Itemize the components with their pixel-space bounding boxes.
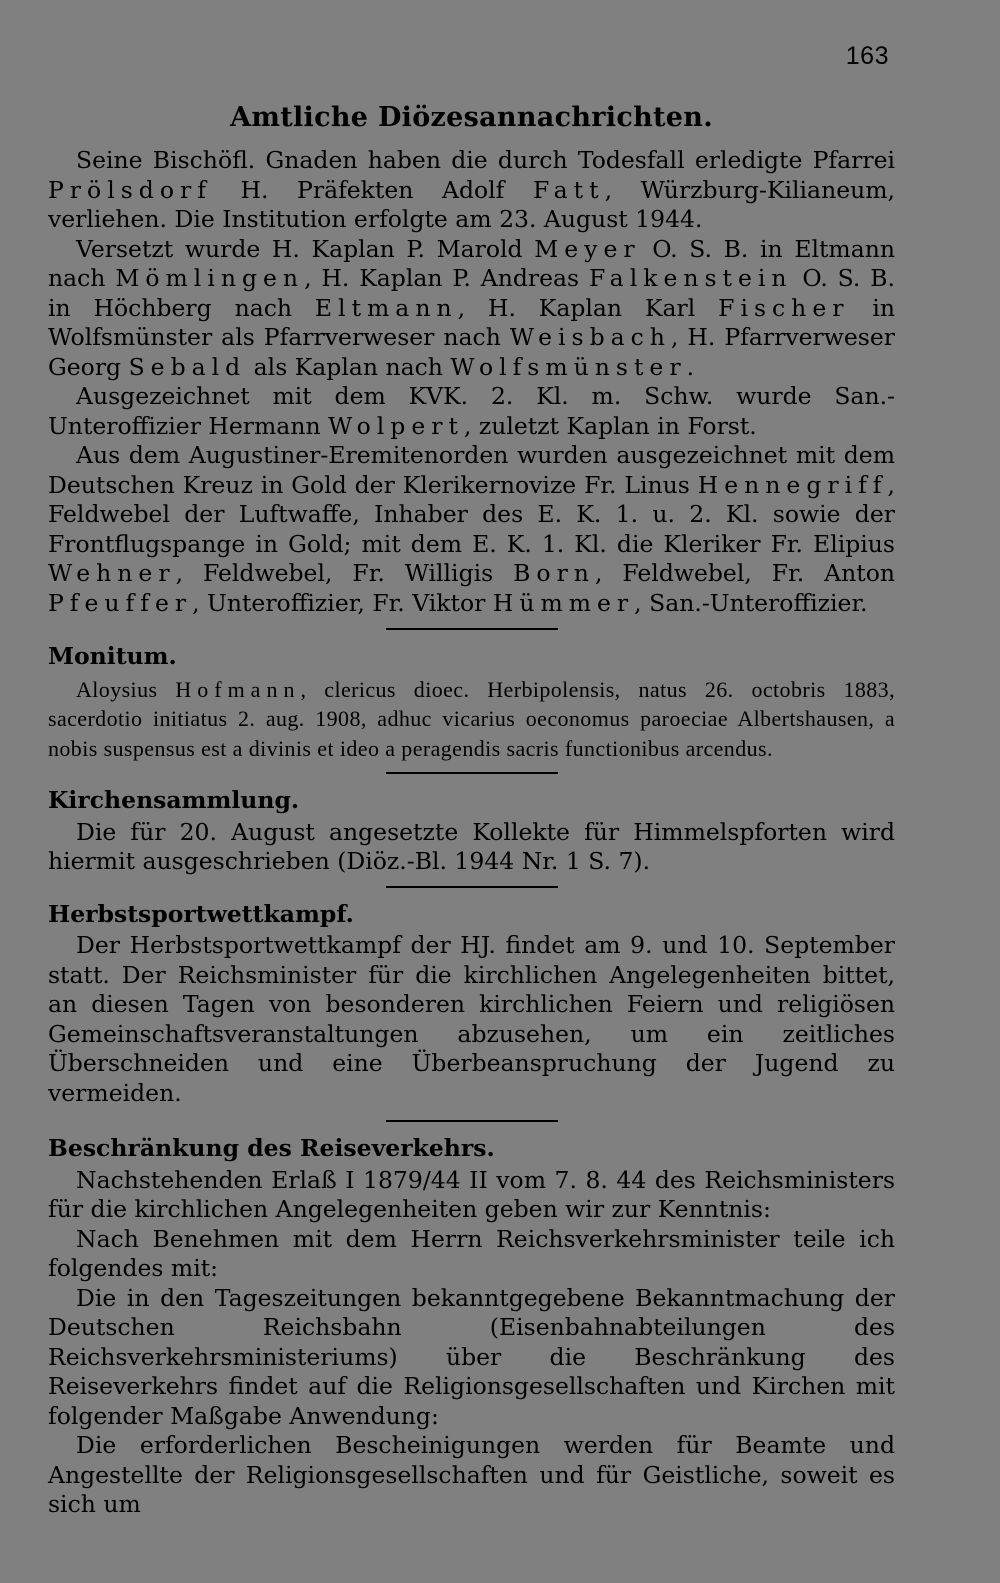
body-text	[48, 146, 895, 1520]
paragraph-versetzungen: Versetzt wurde H. Kaplan P. Marold Meyer O. S. B. in Eltmann nach Mömlingen, H. Kaplan P. Andreas Falkenstein O. S. B. in Höchberg nach Eltmann, H. Kaplan Karl Fischer in Wolfsmünster als Pfarrverweser nach Weisbach, H. Pfarrverweser Georg Sebald als Kaplan nach Wolfsmünster.	[48, 234, 896, 381]
paragraph-auszeichnung-kvk: Ausgezeichnet mit dem KVK. 2. Kl. m. Schw. wurde San.-Unteroffizier Hermann Wolpert, zuletzt Kaplan in Forst.	[48, 382, 895, 440]
section-divider	[386, 628, 558, 630]
paragraph-reiseverkehr-benehmen: Nach Benehmen mit dem Herrn Reichsverkehrsminister teile ich folgendes mit:	[48, 1224, 895, 1282]
section-heading-herbstsportwettkampf: Herbstsportwettkampf.	[48, 899, 354, 928]
paragraph-kirchensammlung: Die für 20. August angesetzte Kollekte für Himmelspforten wird hiermit ausgeschrieben (Diöz.-Bl. 1944 Nr. 1 S. 7).	[48, 817, 895, 875]
section-heading-reiseverkehr: Beschränkung des Reiseverkehrs.	[48, 1134, 495, 1162]
paragraph-pfarrei-verleihung: Seine Bischöfl. Gnaden haben die durch Todesfall erledigte Pfarrei Prölsdorf H. Präfekten Adolf Fatt, Würzburg-Kilianeum, verliehen. Die Institution erfolgte am 23. August 1944.	[48, 146, 896, 233]
section-divider	[386, 1120, 558, 1122]
page-title: Amtliche Diözesannachrichten.	[230, 102, 713, 133]
paragraph-reiseverkehr-erlass: Nachstehenden Erlaß I 1879/44 II vom 7. 8. 44 des Reichsministers für die kirchlichen Angelegenheiten geben wir zur Kenntnis:	[48, 1165, 895, 1223]
paragraph-reiseverkehr-bekanntmachung: Die in den Tageszeitungen bekanntgegebene Bekanntmachung der Deutschen Reichsbahn (Eisenbahnabteilungen des Reichsverkehrsministeriums) über die Beschränkung des Reiseverkehrs findet auf die Religionsgesellschaften und Kirchen mit folgender Maßgabe Anwendung:	[48, 1283, 895, 1430]
page	[48, 38, 895, 1568]
section-heading-kirchensammlung: Kirchensammlung.	[48, 786, 300, 814]
section-divider	[386, 886, 558, 888]
paragraph-augustiner-auszeichnungen: Aus dem Augustiner-Eremitenorden wurden ausgezeichnet mit dem Deutschen Kreuz in Gold der Klerikernovize Fr. Linus Hennegriff, Feldwebel der Luftwaffe, Inhaber des E. K. 1. u. 2. Kl. sowie der Frontflugspange in Gold; mit dem E. K. 1. Kl. die Kleriker Fr. Elipius Wehner, Feldwebel, Fr. Willigis Born, Feldwebel, Fr. Anton Pfeuffer, Unteroffizier, Fr. Viktor Hümmer, San.-Unteroffizier.	[48, 441, 895, 617]
section-heading-monitum: Monitum.	[48, 642, 177, 670]
section-divider	[386, 772, 558, 774]
paragraph-herbstsportwettkampf: Der Herbstsportwettkampf der HJ. findet am 9. und 10. September statt. Der Reichsminister für die kirchlichen Angelegenheiten bittet, an diesen Tagen von besonderen kirchlichen Feiern und religiösen Gemeinschaftsveranstaltungen abzusehen, um ein zeitliches Überschneiden und eine Überbeanspruchung der Jugend zu vermeiden.	[48, 931, 895, 1107]
paragraph-monitum: Aloysius Hofmann, clericus dioec. Herbipolensis, natus 26. octobris 1883, sacerdotio initiatus 2. aug. 1908, adhuc vicarius oeconomus paroeciae Albertshausen, a nobis suspensus est a divinis et ideo a peragendis sacris functionibus arcendus.	[48, 676, 895, 761]
paragraph-reiseverkehr-bescheinigungen: Die erforderlichen Bescheinigungen werden für Beamte und Angestellte der Religionsgesellschaften und für Geistliche, soweit es sich um	[48, 1431, 895, 1518]
page-number: 163	[845, 42, 889, 70]
